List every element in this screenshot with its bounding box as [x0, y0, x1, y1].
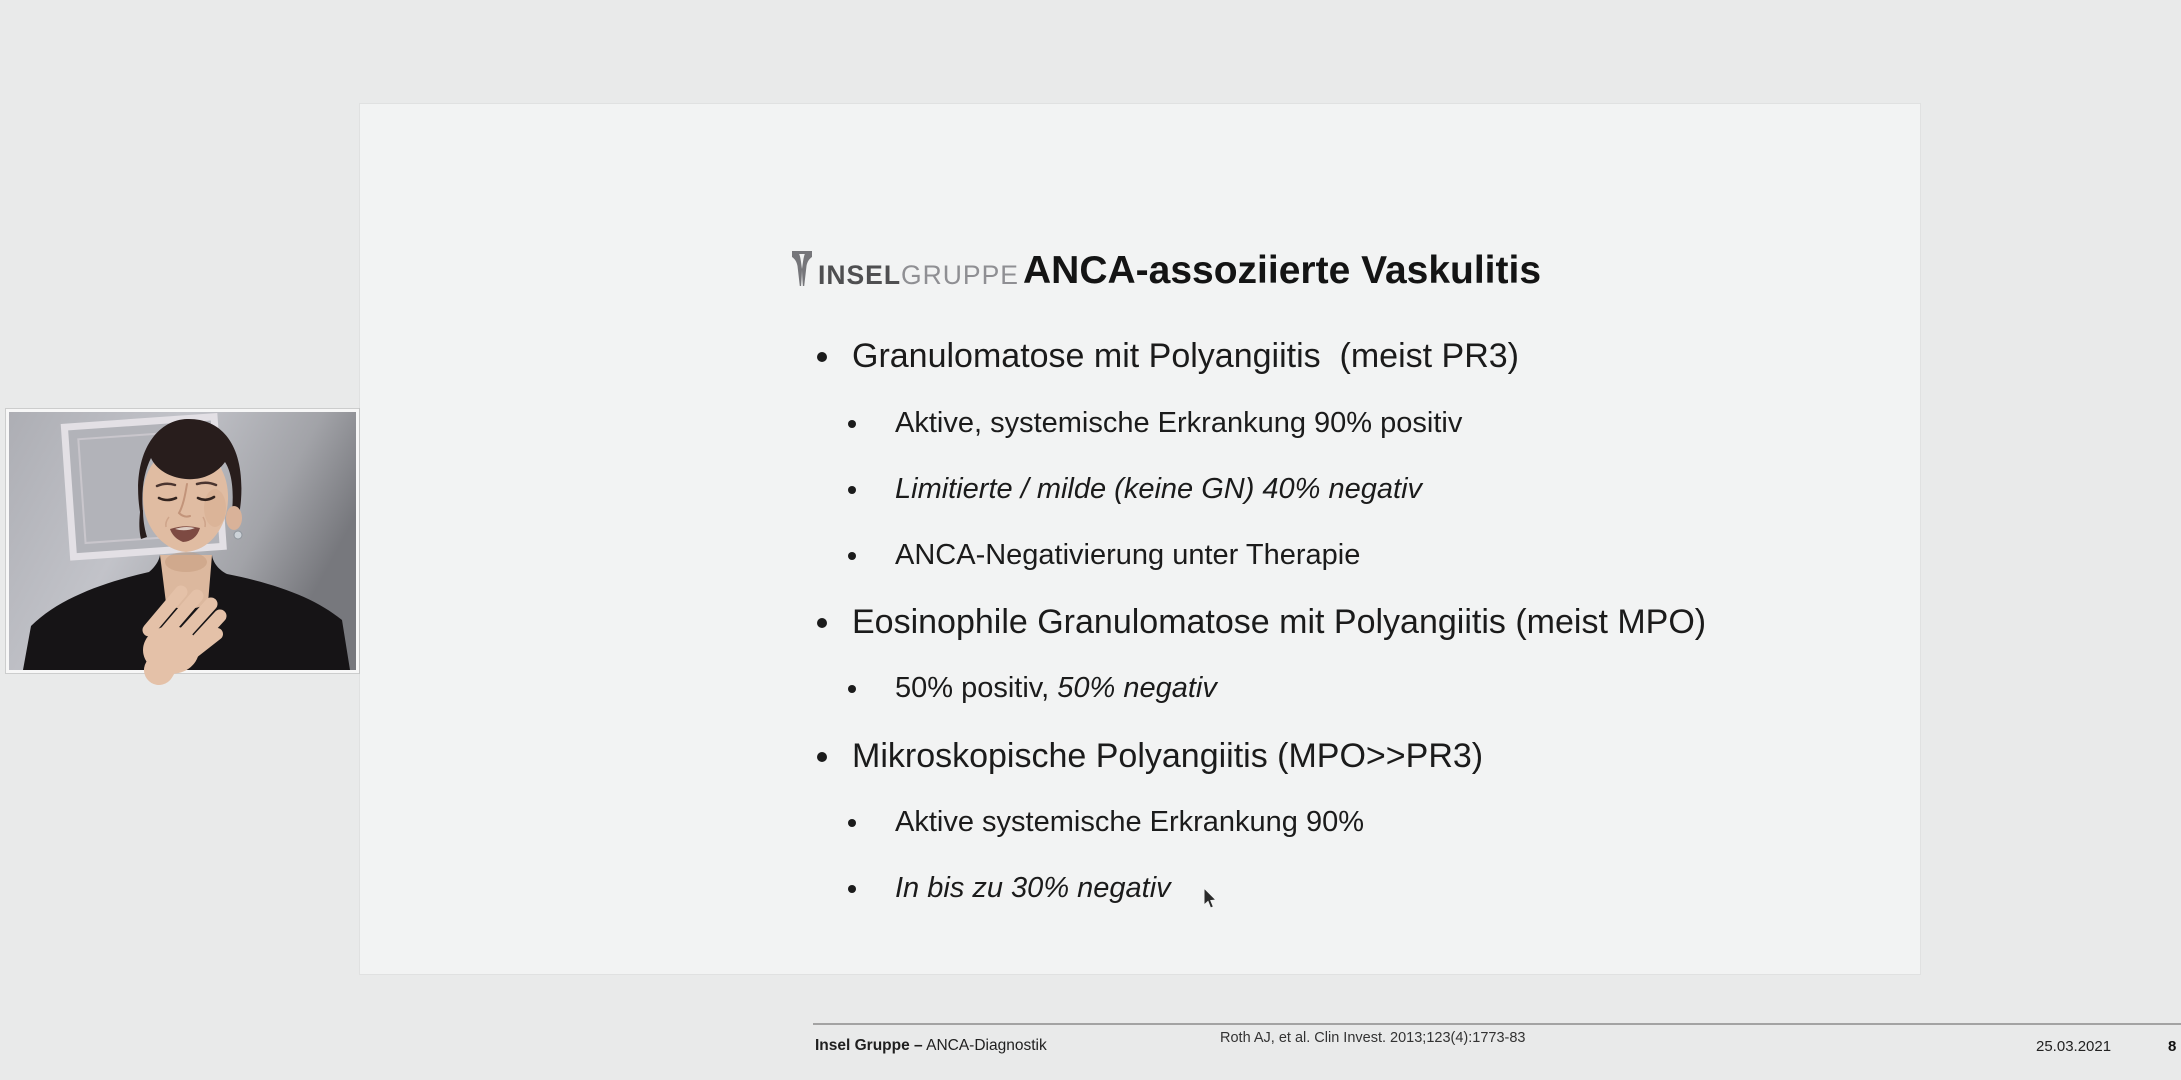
inselgruppe-logo-icon [791, 250, 813, 288]
bullet-item [817, 736, 1483, 777]
bullet-text: Mikroskopische Polyangiitis (MPO>>PR3) [852, 737, 1484, 776]
footer-citation: Roth AJ, et al. Clin Invest. 2013;123(4):1773-83 [1220, 1030, 1526, 1046]
presenter-webcam [6, 409, 359, 673]
bullet-item [848, 406, 1462, 441]
bullet-text: Aktive systemische Erkrankung 90% [895, 806, 1365, 839]
bullet-item [848, 871, 1171, 906]
presenter-video [9, 412, 356, 670]
bullet-icon [817, 752, 827, 762]
bullet-icon [817, 618, 827, 628]
bullet-text: Granulomatose mit Polyangiitis (meist PR3) [852, 337, 1520, 376]
footer-source-bold: Insel Gruppe – [815, 1037, 923, 1054]
bullet-text: In bis zu 30% negativ [895, 872, 1171, 905]
bullet-text: Aktive, systemische Erkrankung 90% positiv [895, 407, 1463, 440]
bullet-icon [848, 420, 856, 428]
bullet-icon [848, 552, 856, 560]
bullet-item [848, 805, 1364, 840]
bullet-item [817, 602, 1706, 643]
bullet-item [848, 538, 1360, 573]
bullet-icon [848, 685, 856, 693]
bullet-item [848, 671, 1217, 706]
footer-divider [813, 1023, 2181, 1025]
slide-title: ANCA-assoziierte Vaskulitis [1023, 249, 1542, 292]
mouse-cursor-icon [1203, 887, 1219, 911]
bullet-icon [848, 885, 856, 893]
bullet-icon [817, 352, 827, 362]
bullet-text: ANCA-Negativierung unter Therapie [895, 539, 1361, 572]
brand-light: GRUPPE [901, 260, 1019, 290]
bullet-icon [848, 819, 856, 827]
brand-bold: INSEL [818, 260, 902, 290]
bullet-icon [848, 486, 856, 494]
brand-wordmark [818, 262, 1019, 289]
bullet-item [848, 472, 1422, 507]
bullet-text: Eosinophile Granulomatose mit Polyangiitis (meist MPO) [852, 603, 1707, 642]
footer-date: 25.03.2021 [2036, 1038, 2112, 1055]
footer-source-rest: ANCA-Diagnostik [922, 1037, 1047, 1054]
bullet-text: Limitierte / milde (keine GN) 40% negativ [895, 473, 1423, 506]
presentation-slide [360, 104, 2177, 1055]
bullet-text: 50% positiv, 50% negativ [895, 672, 1217, 705]
footer-source [815, 1037, 1047, 1055]
page-number: 8 [2168, 1038, 2177, 1055]
bullet-item [817, 336, 1519, 377]
